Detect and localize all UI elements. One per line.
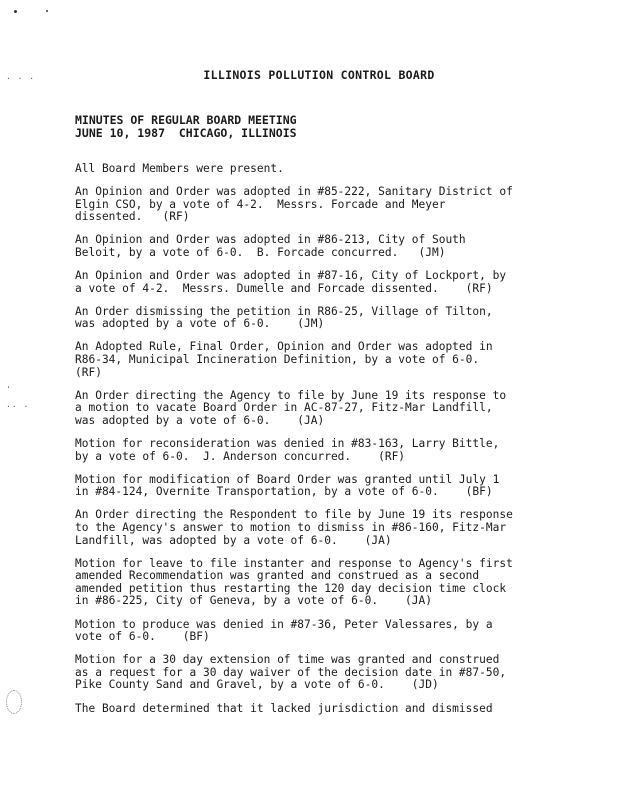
paragraph-line: The Board determined that it lacked jurisdiction and dismissed — [75, 701, 493, 715]
paragraph-line: Pike County Sand and Gravel, by a vote of 6-0. (JD) — [75, 678, 439, 692]
paragraph-line: Motion for modification of Board Order was granted until July 1 — [75, 472, 500, 486]
paragraph-line: An Opinion and Order was adopted in #85-222, Sanitary District of — [75, 185, 513, 199]
paragraph-line: All Board Members were present. — [75, 162, 284, 175]
paragraph-line: An Order directing the Agency to file by June 19 its response to — [75, 388, 507, 402]
paragraph-line: Landfill, was adopted by a vote of 6-0. (JA) — [75, 533, 392, 547]
minutes-paragraph — [75, 186, 595, 224]
minutes-paragraph — [75, 438, 595, 463]
minutes-paragraph — [75, 509, 595, 547]
minutes-heading-line: MINUTES OF REGULAR BOARD MEETING — [75, 113, 297, 127]
paragraph-line: vote of 6-0. (BF) — [75, 630, 210, 644]
minutes-heading — [75, 114, 297, 140]
paragraph-line: was adopted by a vote of 6-0. (JM) — [75, 317, 325, 331]
paragraph-line: to the Agency's answer to motion to dismiss in #86-160, Fitz-Mar — [75, 520, 507, 534]
paragraph-line: An Opinion and Order was adopted in #86-213, City of South — [75, 233, 466, 247]
paragraph-line: amended Recommendation was granted and construed as a second — [75, 569, 480, 583]
minutes-paragraph — [75, 306, 595, 331]
punch-hole-mark — [6, 690, 22, 714]
paragraph-line: Elgin CSO, by a vote of 4-2. Messrs. Forcade and Meyer — [75, 197, 446, 211]
paragraph-line: a vote of 4-2. Messrs. Dumelle and Forcade dissented. (RF) — [75, 281, 493, 295]
document-title: ILLINOIS POLLUTION CONTROL BOARD — [203, 68, 435, 82]
paragraph-line: Motion for a 30 day extension of time was granted and construed — [75, 653, 500, 667]
minutes-paragraph — [75, 558, 595, 608]
margin-mark: . . . — [6, 72, 36, 81]
margin-mark: .. . — [6, 400, 30, 409]
minutes-paragraph — [75, 619, 595, 644]
paragraph-line: was adopted by a vote of 6-0. (JA) — [75, 413, 325, 427]
paragraph-line: in #84-124, Overnite Transportation, by a vote of 6-0. (BF) — [75, 485, 493, 499]
paragraph-line: Motion for leave to file instanter and response to Agency's first — [75, 556, 513, 570]
paragraph-line: An Order directing the Respondent to file by June 19 its response — [75, 508, 513, 522]
paragraph-line: An Opinion and Order was adopted in #87-16, City of Lockport, by — [75, 269, 507, 283]
minutes-paragraph — [75, 270, 595, 295]
paragraph-line: Motion to produce was denied in #87-36, Peter Valessares, by a — [75, 617, 493, 631]
paragraph-line: An Adopted Rule, Final Order, Opinion and Order was adopted in — [75, 340, 493, 354]
scan-speck — [46, 10, 48, 12]
paragraph-line: Motion for reconsideration was denied in #83-163, Larry Bittle, — [75, 437, 500, 450]
paragraph-line: R86-34, Municipal Incineration Definition, by a vote of 6-0. — [75, 353, 480, 367]
minutes-paragraph — [75, 390, 595, 428]
paragraph-line: by a vote of 6-0. J. Anderson concurred. (RF) — [75, 449, 406, 463]
minutes-body — [75, 163, 595, 726]
margin-mark: ' — [6, 385, 12, 394]
minutes-paragraph — [75, 703, 595, 716]
minutes-paragraph — [75, 474, 595, 499]
minutes-paragraph — [75, 341, 595, 379]
minutes-heading-date: JUNE 10, 1987 CHICAGO, ILLINOIS — [75, 126, 297, 140]
paragraph-line: as a request for a 30 day waiver of the decision date in #87-50, — [75, 665, 507, 679]
minutes-paragraph — [75, 163, 595, 176]
paragraph-line: amended petition thus restarting the 120 day decision time clock — [75, 581, 507, 595]
paragraph-line: dissented. (RF) — [75, 210, 190, 224]
minutes-paragraph — [75, 654, 595, 692]
paragraph-line: (RF) — [75, 365, 102, 379]
paragraph-line: in #86-225, City of Geneva, by a vote of 6-0. (JA) — [75, 594, 432, 608]
scan-speck — [14, 10, 17, 13]
paragraph-line: a motion to vacate Board Order in AC-87-27, Fitz-Mar Landfill, — [75, 401, 493, 415]
paragraph-line: Beloit, by a vote of 6-0. B. Forcade concurred. (JM) — [75, 245, 446, 259]
paragraph-line: An Order dismissing the petition in R86-25, Village of Tilton, — [75, 304, 493, 318]
minutes-paragraph — [75, 234, 595, 259]
